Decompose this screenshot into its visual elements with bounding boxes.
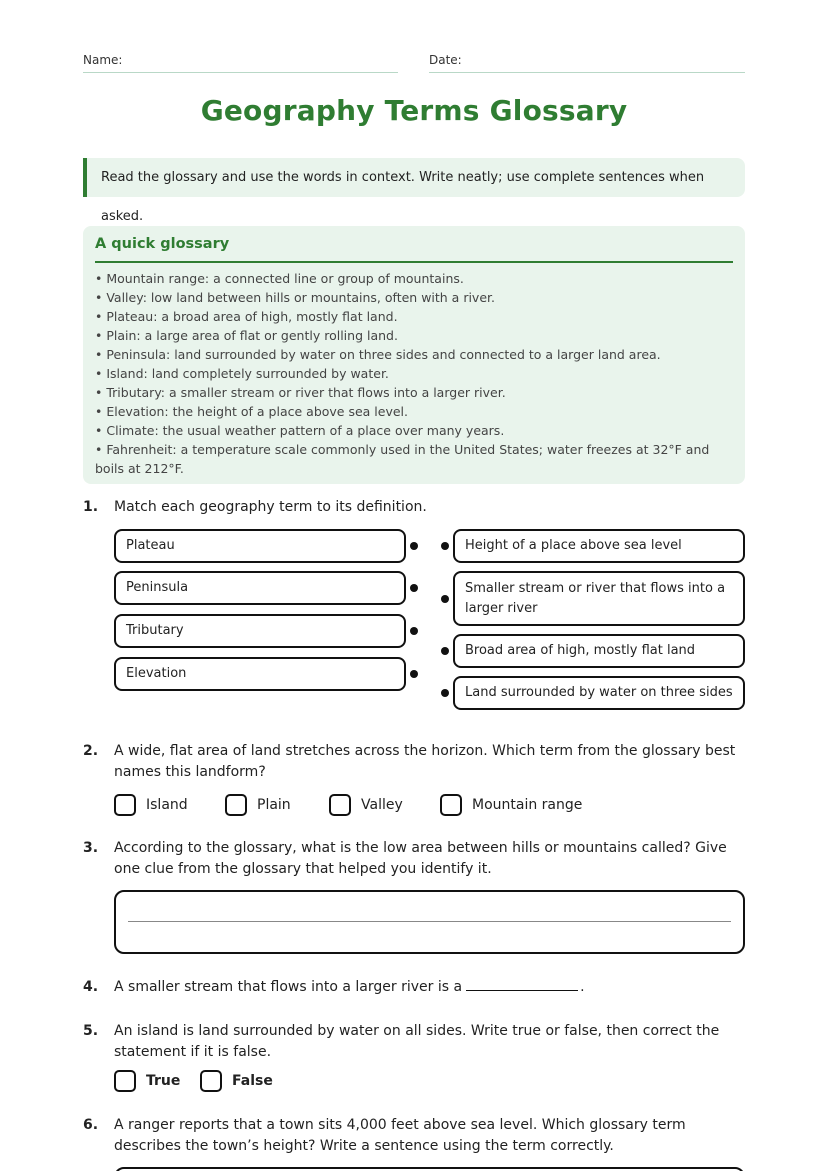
checkbox[interactable] [114,794,136,816]
question-text: An island is land surrounded by water on all sides. Write true or false, then correct the statement if it is false. [114,1023,720,1060]
option-label: Mountain range [472,797,583,813]
match-definition[interactable] [453,676,745,710]
answer-box[interactable] [114,1167,745,1171]
glossary-item: • Plateau: a broad area of high, mostly flat land. [95,309,398,324]
match-definition[interactable] [453,571,745,626]
answer-line [128,921,731,922]
option-label: Valley [361,797,403,813]
date-label: Date: [429,53,462,67]
option-mountain-range[interactable] [440,794,582,816]
instructions-callout: Read the glossary and use the words in context. Write neatly; use complete sentences when asked. [83,158,745,197]
match-definition-label: Height of a place above sea level [465,538,682,553]
question-number: 6. [83,1117,99,1133]
match-term-elevation[interactable] [114,657,406,691]
header-row [83,52,745,74]
glossary-item: • Island: land completely surrounded by water. [95,366,389,381]
page-title: Geography Terms Glossary [200,94,628,127]
glossary-item: • Tributary: a smaller stream or river that flows into a larger river. [95,385,506,400]
name-label: Name: [83,53,123,67]
glossary-item: • Peninsula: land surrounded by water on three sides and connected to a larger land area. [95,347,661,362]
question-number: 2. [83,743,99,759]
question-text-after: . [580,979,585,995]
question-3 [83,838,745,958]
match-definition[interactable] [453,529,745,563]
checkbox[interactable] [440,794,462,816]
match-dot-right[interactable] [441,689,449,697]
match-definition-label: Broad area of high, mostly flat land [465,643,696,658]
name-field[interactable] [83,52,398,73]
match-dot-right[interactable] [441,542,449,550]
match-term-tributary[interactable] [114,614,406,648]
option-label: Plain [257,797,291,813]
match-dot-left[interactable] [410,542,418,550]
match-dot-right[interactable] [441,647,449,655]
checkbox[interactable] [329,794,351,816]
match-definition-label: Land surrounded by water on three sides [465,685,733,700]
question-4 [83,977,745,1001]
question-text: A ranger reports that a town sits 4,000 feet above sea level. Which glossary term describes the town’s height? Write a sentence using the term correctly. [114,1117,686,1154]
checkbox[interactable] [200,1070,222,1092]
question-number: 4. [83,979,99,995]
question-2 [83,741,745,821]
option-valley[interactable] [329,794,403,816]
question-text-before: A smaller stream that flows into a larger river is a [114,979,463,995]
question-number: 1. [83,499,99,515]
match-term-plateau[interactable] [114,529,406,563]
option-true[interactable] [114,1070,180,1092]
glossary-heading: A quick glossary [95,235,733,263]
glossary-item: • Valley: low land between hills or mountains, often with a river. [95,290,495,305]
match-definition[interactable] [453,634,745,668]
question-text [114,977,745,998]
option-label: False [232,1073,273,1089]
option-island[interactable] [114,794,188,816]
answer-box[interactable] [114,890,745,954]
match-dot-right[interactable] [441,595,449,603]
match-term-label: Tributary [126,623,184,638]
question-text: Match each geography term to its definition. [114,499,427,515]
option-plain[interactable] [225,794,291,816]
glossary-item: • Elevation: the height of a place above sea level. [95,404,408,419]
checkbox[interactable] [225,794,247,816]
glossary-item: • Plain: a large area of flat or gently rolling land. [95,328,398,343]
date-field[interactable] [429,52,745,73]
option-false[interactable] [200,1070,273,1092]
match-term-label: Plateau [126,538,175,553]
match-term-label: Peninsula [126,580,189,595]
match-term-peninsula[interactable] [114,571,406,605]
fill-in-blank[interactable] [466,977,578,991]
glossary-item: • Fahrenheit: a temperature scale commonly used in the United States; water freezes at 32°F and boils at 212°F. [95,442,710,476]
match-term-label: Elevation [126,666,187,681]
glossary-panel [83,226,745,484]
question-number: 5. [83,1023,99,1039]
question-text: A wide, flat area of land stretches across the horizon. Which term from the glossary best names this landform? [114,743,736,780]
question-5 [83,1021,745,1096]
question-number: 3. [83,840,99,856]
question-1 [83,497,745,717]
option-label: Island [146,797,188,813]
match-dot-left[interactable] [410,584,418,592]
glossary-item: • Climate: the usual weather pattern of a place over many years. [95,423,505,438]
glossary-item: • Mountain range: a connected line or group of mountains. [95,271,464,286]
option-label: True [146,1073,181,1089]
match-dot-left[interactable] [410,627,418,635]
glossary-list [95,269,733,478]
question-text: According to the glossary, what is the low area between hills or mountains called? Give one clue from the glossary that helped you identify it. [114,840,727,877]
checkbox[interactable] [114,1070,136,1092]
question-6 [83,1115,745,1171]
match-dot-left[interactable] [410,670,418,678]
match-definition-label: Smaller stream or river that flows into a larger river [465,580,726,616]
